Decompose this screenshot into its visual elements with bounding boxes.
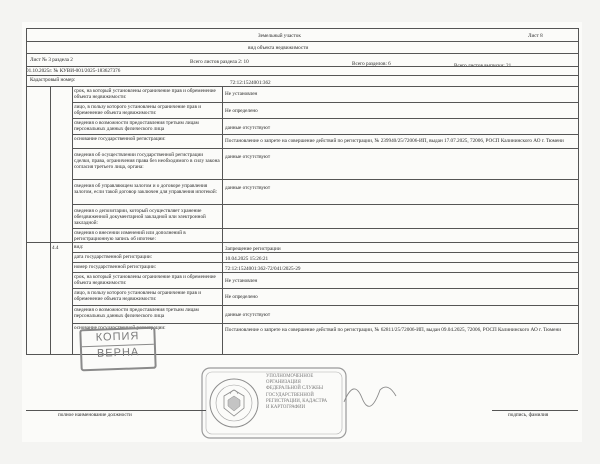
row-value: Не определено	[225, 294, 258, 300]
row-value: данные отсутствуют	[225, 312, 271, 318]
rule	[492, 410, 578, 411]
row-value: 72:12:1524001:362-72/041/2025-29	[225, 266, 301, 272]
rule	[72, 262, 578, 263]
item-number: 4.4	[52, 245, 59, 251]
row-value: Постановление о запрете на совершение действий по регистрации, № 62811/25/72006-ИП, выдан 09.04.2025, 72006, РОСП Калининского АО г. Тюмени	[225, 327, 562, 333]
row-value: Не определено	[225, 108, 258, 114]
document-page	[22, 22, 582, 442]
total-sheets-extract: Всего листов выписки: 21	[454, 63, 512, 69]
rule	[72, 252, 578, 253]
row-value: 10.04.2025 15:26:21	[225, 256, 269, 262]
seal-text-line: ФЕДЕРАЛЬНОЙ СЛУЖБЫ	[266, 386, 324, 392]
row-label: сведения о депозитарии, который осуществляет хранение обездвиженной документарной закладной или электронной закладной:	[74, 208, 206, 227]
stamp-line-2: ВЕРНА	[82, 344, 155, 363]
seal-text-line: УПОЛНОМОЧЕННОЕ	[266, 374, 314, 379]
rule	[72, 86, 73, 354]
cadastral-label: Кадастровый номер:	[30, 77, 76, 83]
signature-icon	[340, 372, 400, 412]
rule	[72, 228, 578, 229]
rule	[72, 179, 578, 180]
row-value: данные отсутствуют	[225, 154, 271, 160]
row-value: данные отсутствуют	[225, 125, 271, 131]
rule	[72, 288, 578, 289]
rule	[72, 134, 578, 135]
section-title: Земельный участок	[258, 33, 301, 39]
cadastral-value: 72:12:1524001:362	[230, 80, 271, 86]
row-label: сведения о возможности предоставления третьим лицам персональных данных физического лица	[74, 307, 199, 320]
stamp-line-1: КОПИЯ	[95, 330, 140, 344]
rule	[26, 28, 27, 354]
row-label: основание государственной регистрации:	[74, 325, 166, 331]
footer-position-label: полное наименование должности	[58, 412, 132, 418]
copy-true-stamp	[79, 327, 156, 372]
row-value: Не установлен	[225, 278, 258, 284]
rule	[26, 41, 578, 42]
sheet-in-section: Лист № 3 раздела 2	[30, 57, 73, 63]
seal-text-line: РЕГИСТРАЦИИ, КАДАСТРА	[266, 398, 328, 404]
rule	[72, 118, 578, 119]
object-type: вид объекта недвижимости	[248, 45, 309, 51]
rule	[222, 86, 223, 354]
row-label: сведения об управляющем залогом и о договоре управления залогом, если такой договор заключен для управления ипотекой:	[74, 183, 218, 196]
row-label: дата государственной регистрации:	[74, 254, 153, 260]
footer-signature-label: подпись, фамилия	[508, 412, 549, 418]
rule	[26, 75, 578, 76]
seal-text-line: ГОСУДАРСТВЕННОЙ	[266, 392, 314, 398]
row-label: лицо, в пользу которого установлены ограничение прав и обременение объекта недвижимости:	[74, 290, 201, 303]
rule	[72, 148, 578, 149]
rule	[50, 86, 51, 354]
row-label: срок, на который установлены ограничение прав и обременение объекта недвижимости:	[74, 274, 216, 287]
rule	[578, 28, 579, 354]
row-label: номер государственной регистрации:	[74, 264, 157, 270]
rule	[26, 86, 578, 87]
rule	[72, 305, 578, 306]
seal-text-line: ОРГАНИЗАЦИЯ	[266, 380, 301, 386]
rule	[26, 242, 578, 243]
rule	[72, 323, 578, 324]
rule	[72, 102, 578, 103]
sheet-label: Лист 8	[528, 33, 543, 39]
total-sheets-section: Всего листов раздела 2: 10	[190, 59, 249, 65]
rule	[26, 53, 578, 54]
row-label: сведения о внесении изменений или дополнений в регистрационную запись об ипотеке:	[74, 230, 186, 243]
seal-text-line: И КАРТОГРАФИИ	[266, 405, 306, 411]
row-value: данные отсутствуют	[225, 185, 271, 191]
row-label: сведения о возможности предоставления третьим лицам персональных данных физического лица	[74, 120, 199, 133]
rule	[26, 66, 578, 67]
row-label: основание государственной регистрации:	[74, 136, 166, 142]
rule	[72, 204, 578, 205]
rule	[72, 272, 578, 273]
row-value: Не установлен	[225, 91, 258, 97]
row-value: Постановление о запрете на совершение действий по регистрации, № 239940/25/72006-ИП, выдан 17.07.2025, 72006, РОСП Калининского АО г. Тюмени	[225, 138, 564, 144]
rule	[26, 410, 206, 411]
row-label: вид:	[74, 244, 84, 250]
row-label: лицо, в пользу которого установлены ограничение прав и обременение объекта недвижимости:	[74, 104, 201, 117]
row-value: Запрещение регистрации	[225, 246, 281, 252]
extract-number: 01.10.2025г. № КУВИ-001/2025-183627376	[26, 68, 121, 74]
total-sections: Всего разделов: 6	[352, 61, 391, 67]
row-label: срок, на который установлены ограничение прав и обременение объекта недвижимости:	[74, 88, 216, 101]
row-label: сведения об осуществлении государственной регистрации сделки, права, ограничения права без необходимого в силу закона согласия третьего лица, органа:	[74, 152, 220, 171]
seal-text	[266, 374, 327, 411]
header-top-rule	[26, 28, 578, 29]
